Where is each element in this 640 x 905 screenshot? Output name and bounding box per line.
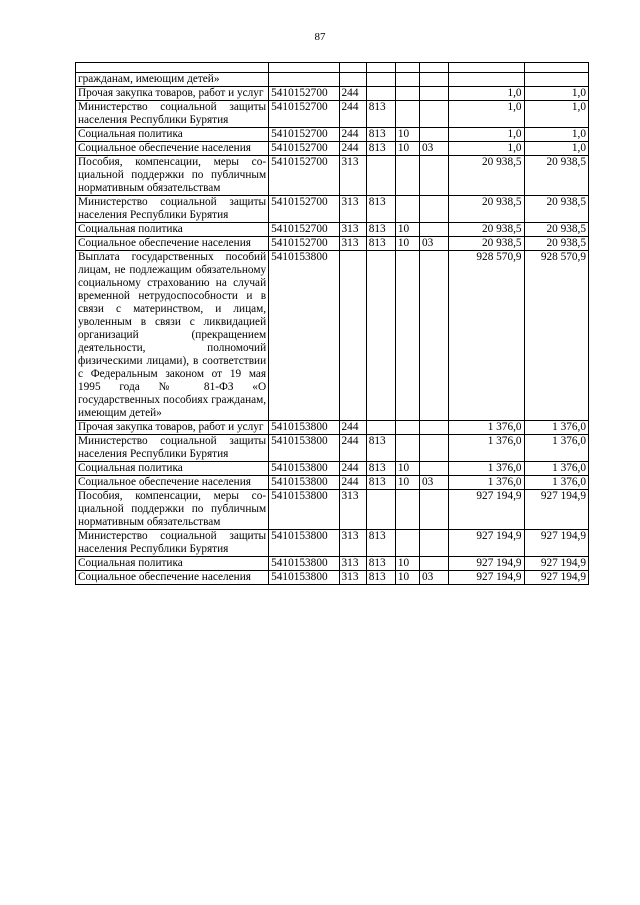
name-cell: Министерство социальной защиты населения Республики Бурятия (76, 435, 269, 462)
blank-cell (366, 63, 395, 73)
section-cell: 10 (395, 223, 419, 237)
expense-type-cell: 244 (339, 101, 366, 128)
code-cell: 5410153800 (269, 571, 339, 585)
subsection-cell: 03 (419, 571, 448, 585)
blank-cell (76, 63, 269, 73)
subsection-cell: 03 (419, 476, 448, 490)
ministry-cell: 813 (366, 435, 395, 462)
expense-type-cell: 313 (339, 156, 366, 196)
amount-1-cell: 927 194,9 (449, 530, 524, 557)
expense-type-cell: 313 (339, 196, 366, 223)
subsection-cell (419, 530, 448, 557)
section-cell (395, 87, 419, 101)
name-cell: Министерство социальной защиты населения Республики Бурятия (76, 101, 269, 128)
ministry-cell (366, 490, 395, 530)
code-cell: 5410152700 (269, 142, 339, 156)
table-row (76, 421, 589, 435)
amount-1-cell: 20 938,5 (449, 237, 524, 251)
blank-cell (449, 63, 524, 73)
name-cell: Социальная политика (76, 462, 269, 476)
name-cell: Пособия, компенсации, меры социальной поддержки по публичным нормативным обязательствам (76, 490, 269, 530)
amount-2-cell: 1,0 (524, 87, 588, 101)
table-row (76, 571, 589, 585)
expense-type-cell: 244 (339, 421, 366, 435)
name-cell: Социальное обеспечение населения (76, 237, 269, 251)
ministry-cell: 813 (366, 571, 395, 585)
blank-cell (524, 63, 588, 73)
page-number: 87 (314, 31, 326, 43)
table-body (76, 63, 589, 585)
amount-1-cell: 928 570,9 (449, 251, 524, 421)
code-cell: 5410153800 (269, 530, 339, 557)
code-cell: 5410152700 (269, 128, 339, 142)
subsection-cell (419, 490, 448, 530)
name-cell: Социальное обеспечение населения (76, 142, 269, 156)
amount-2-cell: 1 376,0 (524, 476, 588, 490)
subsection-cell (419, 421, 448, 435)
table-row (76, 73, 589, 87)
table-row (76, 128, 589, 142)
name-cell: Выплата государственных пособий лицам, не подлежащим обязательному социальному страхованию на случай временной нетрудоспособности и в связи с материнством, и лицам, уволенным в связи с ликвидацией организаций (прекращением деятельности, полномочий физическими лицами), в соответствии с Федеральным законом от 19 мая 1995 года № 81-ФЗ «О государственных пособиях гражданам, имеющим детей» (76, 251, 269, 421)
code-cell: 5410153800 (269, 557, 339, 571)
table-row (76, 223, 589, 237)
amount-1-cell: 927 194,9 (449, 490, 524, 530)
section-cell (395, 435, 419, 462)
expense-type-cell: 313 (339, 557, 366, 571)
ministry-cell: 813 (366, 476, 395, 490)
table-row (76, 156, 589, 196)
ministry-cell (366, 156, 395, 196)
code-cell (269, 73, 339, 87)
table-row (76, 490, 589, 530)
table-row (76, 530, 589, 557)
code-cell: 5410152700 (269, 101, 339, 128)
code-cell: 5410153800 (269, 435, 339, 462)
subsection-cell: 03 (419, 237, 448, 251)
section-cell (395, 156, 419, 196)
amount-1-cell: 20 938,5 (449, 156, 524, 196)
table-row (76, 142, 589, 156)
table-row (76, 237, 589, 251)
code-cell: 5410153800 (269, 462, 339, 476)
subsection-cell (419, 435, 448, 462)
expense-type-cell: 244 (339, 128, 366, 142)
amount-2-cell: 20 938,5 (524, 196, 588, 223)
amount-2-cell: 1 376,0 (524, 421, 588, 435)
table-header-blank-row (76, 63, 589, 73)
table-row (76, 435, 589, 462)
section-cell: 10 (395, 128, 419, 142)
subsection-cell (419, 128, 448, 142)
amount-2-cell: 927 194,9 (524, 490, 588, 530)
code-cell: 5410152700 (269, 237, 339, 251)
section-cell: 10 (395, 462, 419, 476)
ministry-cell: 813 (366, 223, 395, 237)
name-cell: Прочая закупка товаров, работ и услуг (76, 87, 269, 101)
subsection-cell (419, 557, 448, 571)
code-cell: 5410153800 (269, 421, 339, 435)
subsection-cell (419, 156, 448, 196)
table-row (76, 462, 589, 476)
blank-cell (419, 63, 448, 73)
section-cell: 10 (395, 476, 419, 490)
subsection-cell (419, 73, 448, 87)
expense-type-cell (339, 73, 366, 87)
code-cell: 5410152700 (269, 196, 339, 223)
expense-type-cell: 313 (339, 530, 366, 557)
section-cell (395, 101, 419, 128)
amount-2-cell: 927 194,9 (524, 571, 588, 585)
expense-type-cell: 313 (339, 571, 366, 585)
amount-1-cell: 1 376,0 (449, 476, 524, 490)
subsection-cell (419, 196, 448, 223)
section-cell (395, 421, 419, 435)
blank-cell (395, 63, 419, 73)
blank-cell (339, 63, 366, 73)
ministry-cell: 813 (366, 142, 395, 156)
amount-2-cell: 1 376,0 (524, 435, 588, 462)
table-row (76, 476, 589, 490)
subsection-cell: 03 (419, 142, 448, 156)
name-cell: Социальное обеспечение населения (76, 571, 269, 585)
amount-2-cell: 1,0 (524, 101, 588, 128)
code-cell: 5410152700 (269, 87, 339, 101)
amount-2-cell: 927 194,9 (524, 530, 588, 557)
ministry-cell (366, 421, 395, 435)
table-row (76, 101, 589, 128)
amount-2-cell: 1,0 (524, 128, 588, 142)
name-cell: Прочая закупка товаров, работ и услуг (76, 421, 269, 435)
table-row (76, 251, 589, 421)
section-cell (395, 196, 419, 223)
expense-type-cell: 244 (339, 142, 366, 156)
expense-type-cell (339, 251, 366, 421)
amount-1-cell: 20 938,5 (449, 196, 524, 223)
table-row (76, 196, 589, 223)
section-cell: 10 (395, 142, 419, 156)
amount-1-cell: 1 376,0 (449, 435, 524, 462)
amount-2-cell: 1,0 (524, 142, 588, 156)
amount-1-cell: 1,0 (449, 142, 524, 156)
expense-type-cell: 244 (339, 462, 366, 476)
ministry-cell: 813 (366, 196, 395, 223)
expense-type-cell: 244 (339, 435, 366, 462)
ministry-cell: 813 (366, 101, 395, 128)
code-cell: 5410153800 (269, 490, 339, 530)
ministry-cell (366, 73, 395, 87)
amount-2-cell: 20 938,5 (524, 237, 588, 251)
name-cell: Социальное обеспечение населения (76, 476, 269, 490)
amount-1-cell: 1 376,0 (449, 462, 524, 476)
amount-2-cell: 20 938,5 (524, 223, 588, 237)
ministry-cell (366, 251, 395, 421)
budget-table (75, 62, 589, 585)
ministry-cell: 813 (366, 128, 395, 142)
section-cell (395, 490, 419, 530)
name-cell: Социальная политика (76, 223, 269, 237)
name-cell: Министерство социальной защиты населения Республики Бурятия (76, 530, 269, 557)
amount-1-cell (449, 73, 524, 87)
subsection-cell (419, 223, 448, 237)
code-cell: 5410152700 (269, 223, 339, 237)
expense-type-cell: 313 (339, 223, 366, 237)
subsection-cell (419, 462, 448, 476)
amount-1-cell: 1,0 (449, 87, 524, 101)
section-cell (395, 530, 419, 557)
ministry-cell: 813 (366, 237, 395, 251)
subsection-cell (419, 251, 448, 421)
name-cell: Министерство социальной защиты населения Республики Бурятия (76, 196, 269, 223)
amount-1-cell: 927 194,9 (449, 557, 524, 571)
amount-1-cell: 1,0 (449, 101, 524, 128)
section-cell: 10 (395, 237, 419, 251)
expense-type-cell: 244 (339, 476, 366, 490)
amount-1-cell: 1,0 (449, 128, 524, 142)
amount-2-cell: 20 938,5 (524, 156, 588, 196)
ministry-cell: 813 (366, 462, 395, 476)
ministry-cell: 813 (366, 557, 395, 571)
table-row (76, 557, 589, 571)
amount-2-cell (524, 73, 588, 87)
name-cell: Социальная политика (76, 557, 269, 571)
section-cell (395, 73, 419, 87)
amount-2-cell: 928 570,9 (524, 251, 588, 421)
section-cell: 10 (395, 571, 419, 585)
amount-1-cell: 1 376,0 (449, 421, 524, 435)
ministry-cell (366, 87, 395, 101)
section-cell: 10 (395, 557, 419, 571)
name-cell: Пособия, компенсации, меры социальной поддержки по публичным нормативным обязательствам (76, 156, 269, 196)
section-cell (395, 251, 419, 421)
table-row (76, 87, 589, 101)
blank-cell (269, 63, 339, 73)
subsection-cell (419, 101, 448, 128)
expense-type-cell: 313 (339, 490, 366, 530)
name-cell: гражданам, имеющим детей» (76, 73, 269, 87)
code-cell: 5410152700 (269, 156, 339, 196)
expense-type-cell: 313 (339, 237, 366, 251)
name-cell: Социальная политика (76, 128, 269, 142)
code-cell: 5410153800 (269, 476, 339, 490)
expense-type-cell: 244 (339, 87, 366, 101)
amount-2-cell: 1 376,0 (524, 462, 588, 476)
ministry-cell: 813 (366, 530, 395, 557)
amount-2-cell: 927 194,9 (524, 557, 588, 571)
amount-1-cell: 927 194,9 (449, 571, 524, 585)
subsection-cell (419, 87, 448, 101)
amount-1-cell: 20 938,5 (449, 223, 524, 237)
code-cell: 5410153800 (269, 251, 339, 421)
